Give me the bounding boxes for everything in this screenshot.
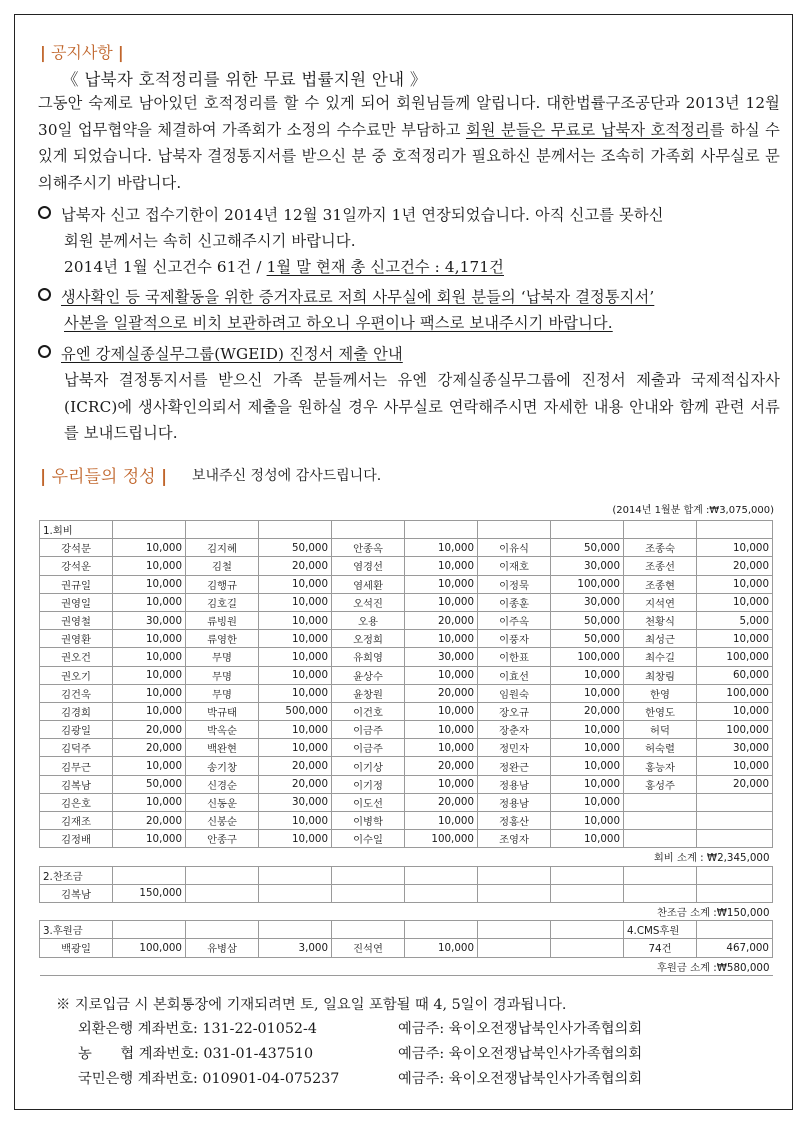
donor-name: 정완근 [478, 757, 551, 775]
donor-name: 이도선 [332, 793, 405, 811]
donor-name: 김무근 [40, 757, 113, 775]
empty-cell [551, 521, 624, 539]
donor-name: 홍능자 [624, 757, 697, 775]
donor-name: 천황식 [624, 611, 697, 629]
donor-amount: 20,000 [113, 721, 186, 739]
empty-cell [332, 884, 405, 902]
donor-name: 김복남 [40, 884, 113, 902]
donor-amount: 20,000 [551, 702, 624, 720]
table-row [40, 793, 773, 811]
donor-name: 이유식 [478, 539, 551, 557]
empty-cell [113, 921, 186, 939]
donor-amount: 10,000 [113, 702, 186, 720]
account-number: 외환은행 계좌번호: 131-22-01052-4 [78, 1021, 317, 1037]
donor-name: 조종선 [624, 557, 697, 575]
empty-cell [405, 921, 478, 939]
empty-cell [478, 921, 551, 939]
donor-amount: 50,000 [259, 539, 332, 557]
donor-amount: 10,000 [551, 830, 624, 848]
donor-name: 조종현 [624, 575, 697, 593]
donor-amount: 10,000 [405, 666, 478, 684]
donor-name: 이효선 [478, 666, 551, 684]
donor-name: 권영철 [40, 611, 113, 629]
donor-name: 류빙원 [186, 611, 259, 629]
empty-cell [332, 921, 405, 939]
donor-amount: 100,000 [405, 830, 478, 848]
donor-amount: 10,000 [113, 793, 186, 811]
notice-paragraph [38, 90, 780, 196]
section-label-row [40, 521, 773, 539]
account-row [78, 1068, 643, 1088]
section-label: 2.찬조금 [40, 866, 113, 884]
report-total: 1월 말 현재 총 신고건수 : 4,171건 [266, 258, 504, 276]
subtotal-row [40, 957, 773, 975]
donor-name: 염세환 [332, 575, 405, 593]
donor-amount: 100,000 [113, 939, 186, 957]
donor-name: 강석운 [40, 557, 113, 575]
donor-amount [697, 812, 773, 830]
subtotal-row [40, 902, 773, 920]
donor-name: 이한표 [478, 648, 551, 666]
donor-name: 이금주 [332, 721, 405, 739]
donor-name: 박규태 [186, 702, 259, 720]
bullet-deadline-line3 [64, 254, 780, 281]
bullet-wgeid [38, 341, 780, 368]
donor-name: 이정묵 [478, 575, 551, 593]
donor-amount: 50,000 [551, 630, 624, 648]
donor-name: 장춘자 [478, 721, 551, 739]
donor-name: 유희영 [332, 648, 405, 666]
donor-amount: 10,000 [113, 666, 186, 684]
account-number: 농 협 계좌번호: 031-01-437510 [78, 1046, 314, 1062]
donor-amount: 10,000 [259, 593, 332, 611]
donor-amount: 10,000 [405, 539, 478, 557]
donor-name: 장오규 [478, 702, 551, 720]
donor-name: 박옥순 [186, 721, 259, 739]
donor-amount: 10,000 [405, 739, 478, 757]
donor-amount: 20,000 [697, 775, 773, 793]
donor-name: 허숙렬 [624, 739, 697, 757]
donor-amount: 30,000 [405, 648, 478, 666]
empty-cell [186, 884, 259, 902]
empty-cell [551, 866, 624, 884]
donor-amount: 10,000 [259, 575, 332, 593]
donor-amount: 10,000 [405, 593, 478, 611]
donor-amount: 20,000 [697, 557, 773, 575]
empty-cell [332, 866, 405, 884]
donor-amount: 10,000 [113, 648, 186, 666]
empty-cell [551, 939, 624, 957]
donor-amount: 100,000 [551, 648, 624, 666]
donor-name: 윤창원 [332, 684, 405, 702]
donor-name [624, 793, 697, 811]
table-row [40, 775, 773, 793]
donor-amount: 20,000 [405, 684, 478, 702]
donor-amount: 20,000 [113, 739, 186, 757]
donor-name: 정홍산 [478, 812, 551, 830]
bullet-deadline [38, 202, 780, 229]
donor-name: 오석진 [332, 593, 405, 611]
account-owner: 예금주: 육이오전쟁납북인사가족협의회 [398, 1071, 643, 1087]
donor-amount [697, 830, 773, 848]
donor-amount: 10,000 [551, 812, 624, 830]
donor-amount: 20,000 [259, 757, 332, 775]
empty-cell [405, 521, 478, 539]
donor-name: 윤상수 [332, 666, 405, 684]
donor-name: 김정배 [40, 830, 113, 848]
donor-amount: 10,000 [551, 684, 624, 702]
table-row [40, 884, 773, 902]
subtotal: 후원금 소계 :₩580,000 [40, 957, 773, 975]
bullet-text-cont: 사본을 일괄적으로 비치 보관하려고 하오니 우편이나 팩스로 보내주시기 바랍니다. [64, 314, 613, 332]
donor-amount: 10,000 [259, 666, 332, 684]
donor-amount: 10,000 [405, 575, 478, 593]
bullet-text: 생사확인 등 국제활동을 위한 증거자료로 저희 사무실에 회원 분들의 ‘납북자 결정통지서’ [61, 288, 655, 306]
donor-amount: 10,000 [113, 630, 186, 648]
empty-cell [697, 884, 773, 902]
donor-amount: 60,000 [697, 666, 773, 684]
donor-amount: 10,000 [697, 757, 773, 775]
notice-heading: | 공지사항 | [40, 43, 124, 62]
donor-amount: 10,000 [113, 557, 186, 575]
donor-amount: 10,000 [697, 575, 773, 593]
giro-note: ※ 지로입금 시 본회통장에 기재되려면 토, 일요일 포함될 때 4, 5일이 경과됩니다. [56, 997, 567, 1013]
empty-cell [259, 884, 332, 902]
donor-amount: 100,000 [697, 648, 773, 666]
bullet-deadline-line2: 회원 분께서는 속히 신고해주시기 바랍니다. [64, 232, 356, 250]
donor-name: 권오기 [40, 666, 113, 684]
donor-name: 정용남 [478, 793, 551, 811]
donor-amount: 20,000 [259, 775, 332, 793]
donor-name [624, 830, 697, 848]
donor-name: 이병학 [332, 812, 405, 830]
empty-cell [259, 521, 332, 539]
donor-amount: 30,000 [697, 739, 773, 757]
donor-name: 이기상 [332, 757, 405, 775]
donor-name: 최수길 [624, 648, 697, 666]
donor-name: 무명 [186, 684, 259, 702]
donor-amount: 10,000 [259, 812, 332, 830]
donor-name: 허덕 [624, 721, 697, 739]
empty-cell [259, 921, 332, 939]
donor-name: 김건욱 [40, 684, 113, 702]
donor-name: 안종구 [186, 830, 259, 848]
donor-name: 조영자 [478, 830, 551, 848]
donor-amount: 10,000 [551, 793, 624, 811]
donor-amount: 20,000 [405, 793, 478, 811]
donor-name: 권규일 [40, 575, 113, 593]
donor-amount: 10,000 [259, 630, 332, 648]
donor-amount: 10,000 [551, 757, 624, 775]
empty-cell [697, 521, 773, 539]
account-row [78, 1018, 643, 1038]
donor-name: 염경선 [332, 557, 405, 575]
donor-name: 백완현 [186, 739, 259, 757]
empty-cell [113, 866, 186, 884]
donor-amount: 50,000 [551, 539, 624, 557]
donor-amount: 10,000 [405, 812, 478, 830]
account-row [78, 1043, 643, 1063]
donor-amount: 10,000 [697, 702, 773, 720]
empty-cell [478, 884, 551, 902]
donor-name: 강석문 [40, 539, 113, 557]
donor-name: 오용 [332, 611, 405, 629]
donor-amount: 30,000 [113, 611, 186, 629]
table-row [40, 593, 773, 611]
donor-name: 권오건 [40, 648, 113, 666]
donor-name: 신봉순 [186, 812, 259, 830]
donor-amount: 100,000 [697, 684, 773, 702]
empty-cell [551, 884, 624, 902]
donor-amount: 50,000 [551, 611, 624, 629]
table-row [40, 557, 773, 575]
section-label: 3.후원금 [40, 921, 113, 939]
donor-name: 이풍자 [478, 630, 551, 648]
donor-name: 백광일 [40, 939, 113, 957]
paragraph-text: 그동안 숙제로 남아있던 호적정리를 할 수 있게 되어 회원님들께 알립니다. 대한법률구조공단과 2013년 12월 30일 업무협약을 체결하여 가족회가 소정의 수수료만 부담하고 [38, 94, 780, 139]
report-count: 2014년 1월 신고건수 61건 / [64, 258, 267, 276]
donor-amount: 3,000 [259, 939, 332, 957]
donor-amount: 10,000 [259, 611, 332, 629]
donor-amount: 50,000 [113, 775, 186, 793]
empty-cell [405, 884, 478, 902]
donor-name: 김행규 [186, 575, 259, 593]
donor-name: 최성근 [624, 630, 697, 648]
donor-name: 이수일 [332, 830, 405, 848]
paragraph-underlined: 회원 분들은 무료로 납북자 호적정리 [465, 120, 710, 139]
empty-cell [624, 884, 697, 902]
account-owner: 예금주: 육이오전쟁납북인사가족협의회 [398, 1021, 643, 1037]
table-row [40, 939, 773, 957]
donor-name: 김경희 [40, 702, 113, 720]
table-row [40, 648, 773, 666]
donor-amount: 10,000 [697, 593, 773, 611]
donor-name: 김호길 [186, 593, 259, 611]
empty-cell [697, 921, 773, 939]
circle-bullet-icon [38, 288, 51, 301]
empty-cell [186, 866, 259, 884]
table-row [40, 739, 773, 757]
account-number: 국민은행 계좌번호: 010901-04-075237 [78, 1071, 340, 1087]
donor-name: 홍성주 [624, 775, 697, 793]
donor-name: 정민자 [478, 739, 551, 757]
section-label-row [40, 921, 773, 939]
donor-name: 김은호 [40, 793, 113, 811]
donor-amount: 150,000 [113, 884, 186, 902]
donor-name: 무명 [186, 648, 259, 666]
donor-amount: 10,000 [113, 684, 186, 702]
donor-name: 유병삼 [186, 939, 259, 957]
donor-amount: 10,000 [405, 557, 478, 575]
donor-amount: 20,000 [405, 611, 478, 629]
donor-amount: 10,000 [697, 630, 773, 648]
donor-name: 한영도 [624, 702, 697, 720]
donor-name: 이재호 [478, 557, 551, 575]
donor-name: 조종숙 [624, 539, 697, 557]
donor-name: 김덕주 [40, 739, 113, 757]
donor-amount: 10,000 [259, 739, 332, 757]
donor-name: 송기창 [186, 757, 259, 775]
donor-amount: 100,000 [697, 721, 773, 739]
notice-title: 《 납북자 호적정리를 위한 무료 법률지원 안내 》 [62, 70, 427, 89]
paragraph-text-end: 를 하실 수 있게 되었습니다. 납북자 결정통지서를 받으신 분 중 호적정리가 필요하신 분께서는 조속히 가족회 사무실로 문의해주시기 바랍니다. [38, 120, 780, 192]
donor-amount: 10,000 [551, 739, 624, 757]
donor-amount: 500,000 [259, 702, 332, 720]
donor-amount: 10,000 [405, 702, 478, 720]
donor-name: 오정희 [332, 630, 405, 648]
donations-heading-text: 우리들의 정성 [51, 467, 156, 487]
donor-amount: 20,000 [113, 812, 186, 830]
donor-amount: 10,000 [551, 666, 624, 684]
notice-heading-text: 공지사항 [50, 43, 113, 62]
empty-cell [624, 521, 697, 539]
donor-amount: 10,000 [259, 721, 332, 739]
bullet-wgeid-paragraph: 납북자 결정통지서를 받으신 가족 분들께서는 유엔 강제실종실무그룹에 진정서 제출과 국제적십자사(ICRC)에 생사확인의뢰서 제출을 원하실 경우 사무실로 연락해주시면 자세한 내용 안내와 함께 관련 서류를 보내드립니다. [64, 371, 780, 442]
donor-name: 한영 [624, 684, 697, 702]
donor-name: 권영일 [40, 593, 113, 611]
bullet-certificate [38, 284, 780, 311]
section-label: 4.CMS후원 [624, 921, 697, 939]
donor-name: 최창림 [624, 666, 697, 684]
table-row [40, 611, 773, 629]
donor-name: 신경순 [186, 775, 259, 793]
section-label: 1.회비 [40, 521, 113, 539]
table-row [40, 721, 773, 739]
donor-amount: 10,000 [697, 539, 773, 557]
empty-cell [551, 921, 624, 939]
donor-name: 신동운 [186, 793, 259, 811]
donor-amount: 10,000 [113, 539, 186, 557]
empty-cell [113, 521, 186, 539]
subtotal-row [40, 848, 773, 866]
donor-amount: 10,000 [551, 775, 624, 793]
donor-name: 임원숙 [478, 684, 551, 702]
ledger-total: (2014년 1월분 합계 :₩3,075,000) [612, 505, 774, 516]
empty-cell [478, 521, 551, 539]
donor-name [624, 812, 697, 830]
table-row [40, 830, 773, 848]
empty-cell [186, 521, 259, 539]
donor-name: 김재조 [40, 812, 113, 830]
donor-amount: 10,000 [259, 648, 332, 666]
donor-name: 김철 [186, 557, 259, 575]
table-row [40, 575, 773, 593]
donor-amount: 20,000 [405, 757, 478, 775]
donor-name: 이종훈 [478, 593, 551, 611]
table-row [40, 702, 773, 720]
donor-amount: 10,000 [551, 721, 624, 739]
donor-amount: 10,000 [405, 939, 478, 957]
table-row [40, 539, 773, 557]
table-row [40, 666, 773, 684]
donor-amount: 10,000 [405, 721, 478, 739]
empty-cell [478, 939, 551, 957]
empty-cell [259, 866, 332, 884]
bullet-certificate-line2 [64, 310, 780, 337]
donor-name: 이주옥 [478, 611, 551, 629]
empty-cell [186, 921, 259, 939]
donor-amount: 10,000 [405, 775, 478, 793]
donor-amount: 10,000 [259, 684, 332, 702]
donations-thanks: 보내주신 정성에 감사드립니다. [192, 468, 382, 484]
donor-amount: 10,000 [113, 830, 186, 848]
donor-amount: 10,000 [405, 630, 478, 648]
donor-amount: 10,000 [259, 830, 332, 848]
donor-name: 류영한 [186, 630, 259, 648]
cms-amount: 467,000 [697, 939, 773, 957]
subtotal: 찬조금 소계 :₩150,000 [40, 902, 773, 920]
table-row [40, 684, 773, 702]
donor-name: 안종옥 [332, 539, 405, 557]
donations-heading: | 우리들의 정성 | [40, 467, 168, 487]
bullet-text: 유엔 강제실종실무그룹(WGEID) 진정서 제출 안내 [61, 345, 403, 363]
table-row [40, 630, 773, 648]
table-row [40, 812, 773, 830]
donor-name: 김복남 [40, 775, 113, 793]
donor-name: 지석연 [624, 593, 697, 611]
table-row [40, 757, 773, 775]
donor-name: 김광일 [40, 721, 113, 739]
section-label-row [40, 866, 773, 884]
empty-cell [624, 866, 697, 884]
empty-cell [478, 866, 551, 884]
donor-amount: 5,000 [697, 611, 773, 629]
donor-name: 무명 [186, 666, 259, 684]
subtotal: 회비 소계 : ₩2,345,000 [40, 848, 773, 866]
donor-name: 진석연 [332, 939, 405, 957]
donor-amount: 30,000 [551, 593, 624, 611]
empty-cell [332, 521, 405, 539]
donor-name: 이금주 [332, 739, 405, 757]
donor-amount: 100,000 [551, 575, 624, 593]
donor-name: 김지혜 [186, 539, 259, 557]
donor-amount: 20,000 [259, 557, 332, 575]
empty-cell [697, 866, 773, 884]
empty-cell [405, 866, 478, 884]
donor-name: 이기정 [332, 775, 405, 793]
donor-name: 이건호 [332, 702, 405, 720]
donor-amount: 10,000 [113, 593, 186, 611]
donor-name: 권영환 [40, 630, 113, 648]
ledger-table [39, 520, 773, 976]
donor-amount: 10,000 [113, 575, 186, 593]
circle-bullet-icon [38, 206, 51, 219]
donor-amount [697, 793, 773, 811]
donor-amount: 30,000 [551, 557, 624, 575]
donor-name: 정용남 [478, 775, 551, 793]
donor-amount: 10,000 [113, 757, 186, 775]
account-owner: 예금주: 육이오전쟁납북인사가족협의회 [398, 1046, 643, 1062]
circle-bullet-icon [38, 345, 51, 358]
cms-count: 74건 [624, 939, 697, 957]
bullet-text: 납북자 신고 접수기한이 2014년 12월 31일까지 1년 연장되었습니다. 아직 신고를 못하신 [61, 206, 664, 224]
donor-amount: 30,000 [259, 793, 332, 811]
